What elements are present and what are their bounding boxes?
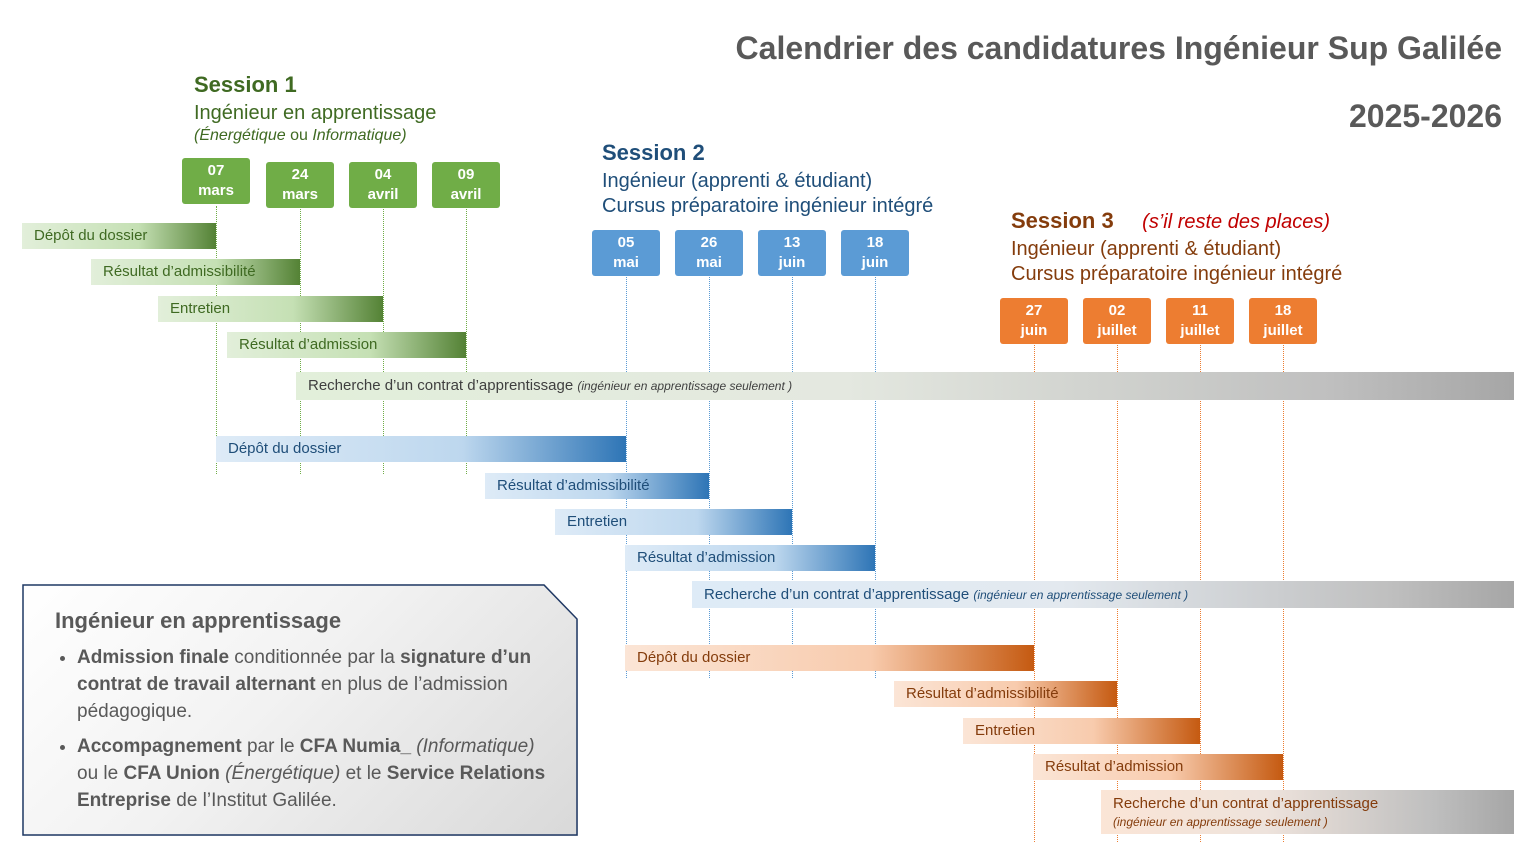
info-bullet-2: • Accompagnement par le CFA Numia_ (Informatique) ou le CFA Union (Énergétique) et le Service Relations Entreprise de l’Institut Galilée. [77,733,555,814]
page-title: Calendrier des candidatures Ingénieur Sup Galilée [735,30,1502,66]
s3-task-entretien: Entretien [963,718,1200,744]
s1-task-recherche: Recherche d’un contrat d’apprentissage (ingénieur en apprentissage seulement ) [296,372,1514,400]
s3-milestone-2: 02 juillet [1083,298,1151,344]
s1-task-entretien: Entretien [158,296,383,322]
session-3-note: (s’il reste des places) [1142,211,1331,233]
s3-milestone-3: 11 juillet [1166,298,1234,344]
s2-milestone-3: 13 juin [758,230,826,276]
session-1-line1: Ingénieur en apprentissage [194,102,437,124]
session-2-title: Session 2 [602,140,705,165]
s1-milestone-2: 24 mars [266,162,334,208]
s1-milestone-4: 09 avril [432,162,500,208]
s2-task-admissibilite: Résultat d’admissibilité [485,473,709,499]
s2-line-4 [875,272,876,678]
s1-task-admissibilite: Résultat d’admissibilité [91,259,300,285]
session-3-line2: Cursus préparatoire ingénieur intégré [1011,263,1343,285]
s1-milestone-1: 07 mars [182,158,250,204]
session-3-line1: Ingénieur (apprenti & étudiant) [1011,238,1282,260]
s2-task-recherche: Recherche d’un contrat d’apprentissage (ingénieur en apprentissage seulement ) [692,581,1514,608]
s2-line-2 [709,272,710,678]
s3-milestone-4: 18 juillet [1249,298,1317,344]
session-1-header [194,72,436,145]
session-2-header [602,140,933,218]
s1-line-1 [216,206,217,474]
info-bullet-1: • Admission finale conditionnée par la signature d’un contrat de travail alternant en plus de l’admission pédagogique. [77,644,555,725]
session-3-title: Session 3 [1011,208,1114,233]
s2-line-3 [792,272,793,678]
info-heading: Ingénieur en apprentissage [55,608,342,633]
s2-milestone-1: 05 mai [592,230,660,276]
s1-line-4 [466,206,467,474]
s2-milestone-4: 18 juin [841,230,909,276]
session-1-title: Session 1 [194,72,297,97]
s2-task-depot: Dépôt du dossier [216,436,626,462]
info-box [55,608,555,822]
s3-task-recherche: Recherche d’un contrat d’apprentissage (ingénieur en apprentissage seulement ) [1101,790,1514,834]
s2-task-entretien: Entretien [555,509,792,535]
s2-milestone-2: 26 mai [675,230,743,276]
s3-task-admission: Résultat d’admission [1033,754,1283,780]
s2-task-admission: Résultat d’admission [625,545,875,571]
s1-task-admission: Résultat d’admission [227,332,466,358]
s1-milestone-3: 04 avril [349,162,417,208]
session-1-line2: (Énergétique ou Informatique) [194,127,407,144]
session-2-line2: Cursus préparatoire ingénieur intégré [602,195,934,217]
session-2-line1: Ingénieur (apprenti & étudiant) [602,170,873,192]
s3-milestone-1: 27 juin [1000,298,1068,344]
academic-year: 2025-2026 [1348,98,1502,134]
s3-task-admissibilite: Résultat d’admissibilité [894,681,1117,707]
s3-task-depot: Dépôt du dossier [625,645,1034,671]
s1-task-depot: Dépôt du dossier [22,223,216,249]
session-3-header [1011,208,1342,286]
